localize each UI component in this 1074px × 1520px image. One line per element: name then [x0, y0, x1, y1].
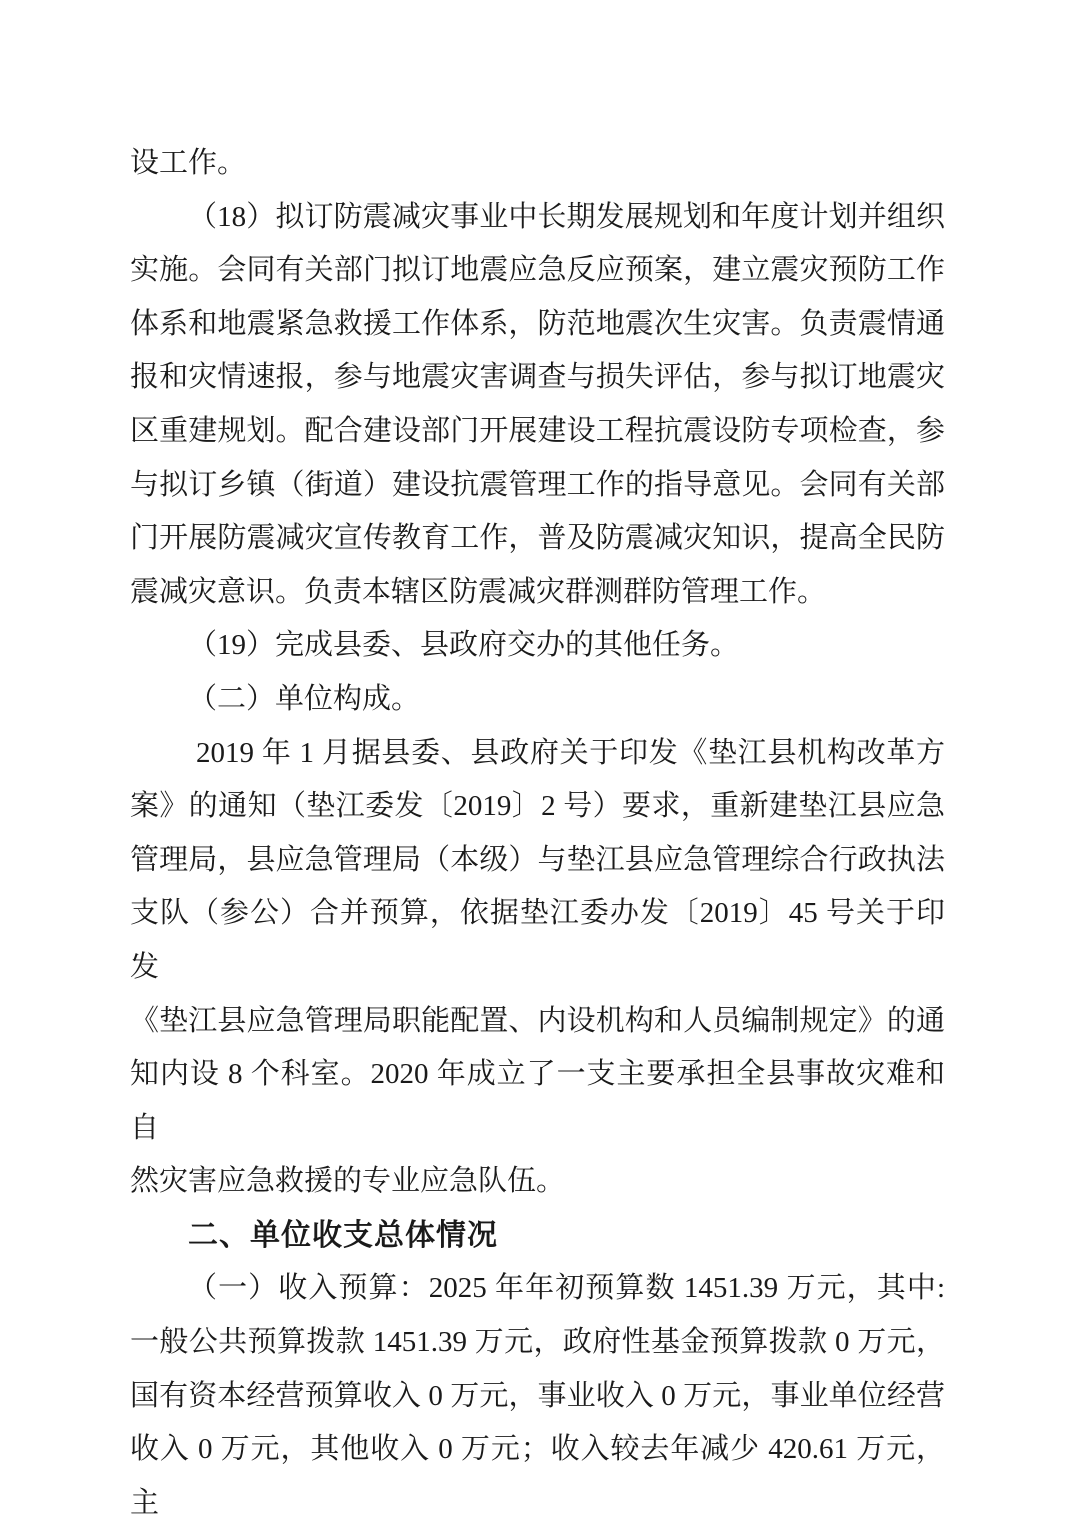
- text-line: 知内设 8 个科室。2020 年成立了一支主要承担全县事故灾难和自: [130, 1058, 945, 1144]
- text-line: 实施。会同有关部门拟订地震应急反应预案，建立震灾预防工作: [130, 254, 945, 287]
- document-body: [130, 137, 945, 1520]
- text-line: （19）完成县委、县政府交办的其他任务。: [188, 629, 740, 662]
- text-line: （二）单位构成。: [188, 682, 421, 715]
- text-line: 报和灾情速报，参与地震灾害调查与损失评估，参与拟订地震灾: [130, 361, 945, 394]
- section-heading: 二、单位收支总体情况: [188, 1218, 498, 1252]
- text-line: 管理局，县应急管理局（本级）与垫江县应急管理综合行政执法: [130, 843, 945, 876]
- text-line: （一）收入预算：2025 年年初预算数 1451.39 万元，其中:: [188, 1272, 945, 1305]
- text-line: 2019 年 1 月据县委、县政府关于印发《垫江县机构改革方: [188, 736, 945, 769]
- text-line: 体系和地震紧急救援工作体系，防范地震次生灾害。负责震情通: [130, 307, 945, 340]
- text-line: 《垫江县应急管理局职能配置、内设机构和人员编制规定》的通: [130, 1004, 945, 1037]
- text-line: 震减灾意识。负责本辖区防震减灾群测群防管理工作。: [130, 575, 827, 608]
- text-line: 与拟订乡镇（街道）建设抗震管理工作的指导意见。会同有关部: [130, 468, 945, 501]
- text-line: 设工作。: [130, 147, 247, 179]
- text-line: 支队（参公）合并预算，依据垫江委办发〔2019〕45 号关于印发: [130, 897, 945, 983]
- text-line: 然灾害应急救援的专业应急队伍。: [130, 1165, 566, 1198]
- text-line: （18）拟订防震减灾事业中长期发展规划和年度计划并组织: [188, 200, 945, 233]
- text-line: 门开展防震减灾宣传教育工作，普及防震减灾知识，提高全民防: [130, 522, 945, 555]
- text-line: 一般公共预算拨款 1451.39 万元，政府性基金预算拨款 0 万元，: [130, 1326, 945, 1359]
- text-line: 收入 0 万元，其他收入 0 万元；收入较去年减少 420.61 万元，主: [130, 1433, 945, 1519]
- text-line: 国有资本经营预算收入 0 万元，事业收入 0 万元，事业单位经营: [130, 1379, 945, 1412]
- text-line: 区重建规划。配合建设部门开展建设工程抗震设防专项检查，参: [130, 414, 945, 447]
- text-line: 案》的通知（垫江委发〔2019〕2 号）要求，重新建垫江县应急: [130, 790, 945, 823]
